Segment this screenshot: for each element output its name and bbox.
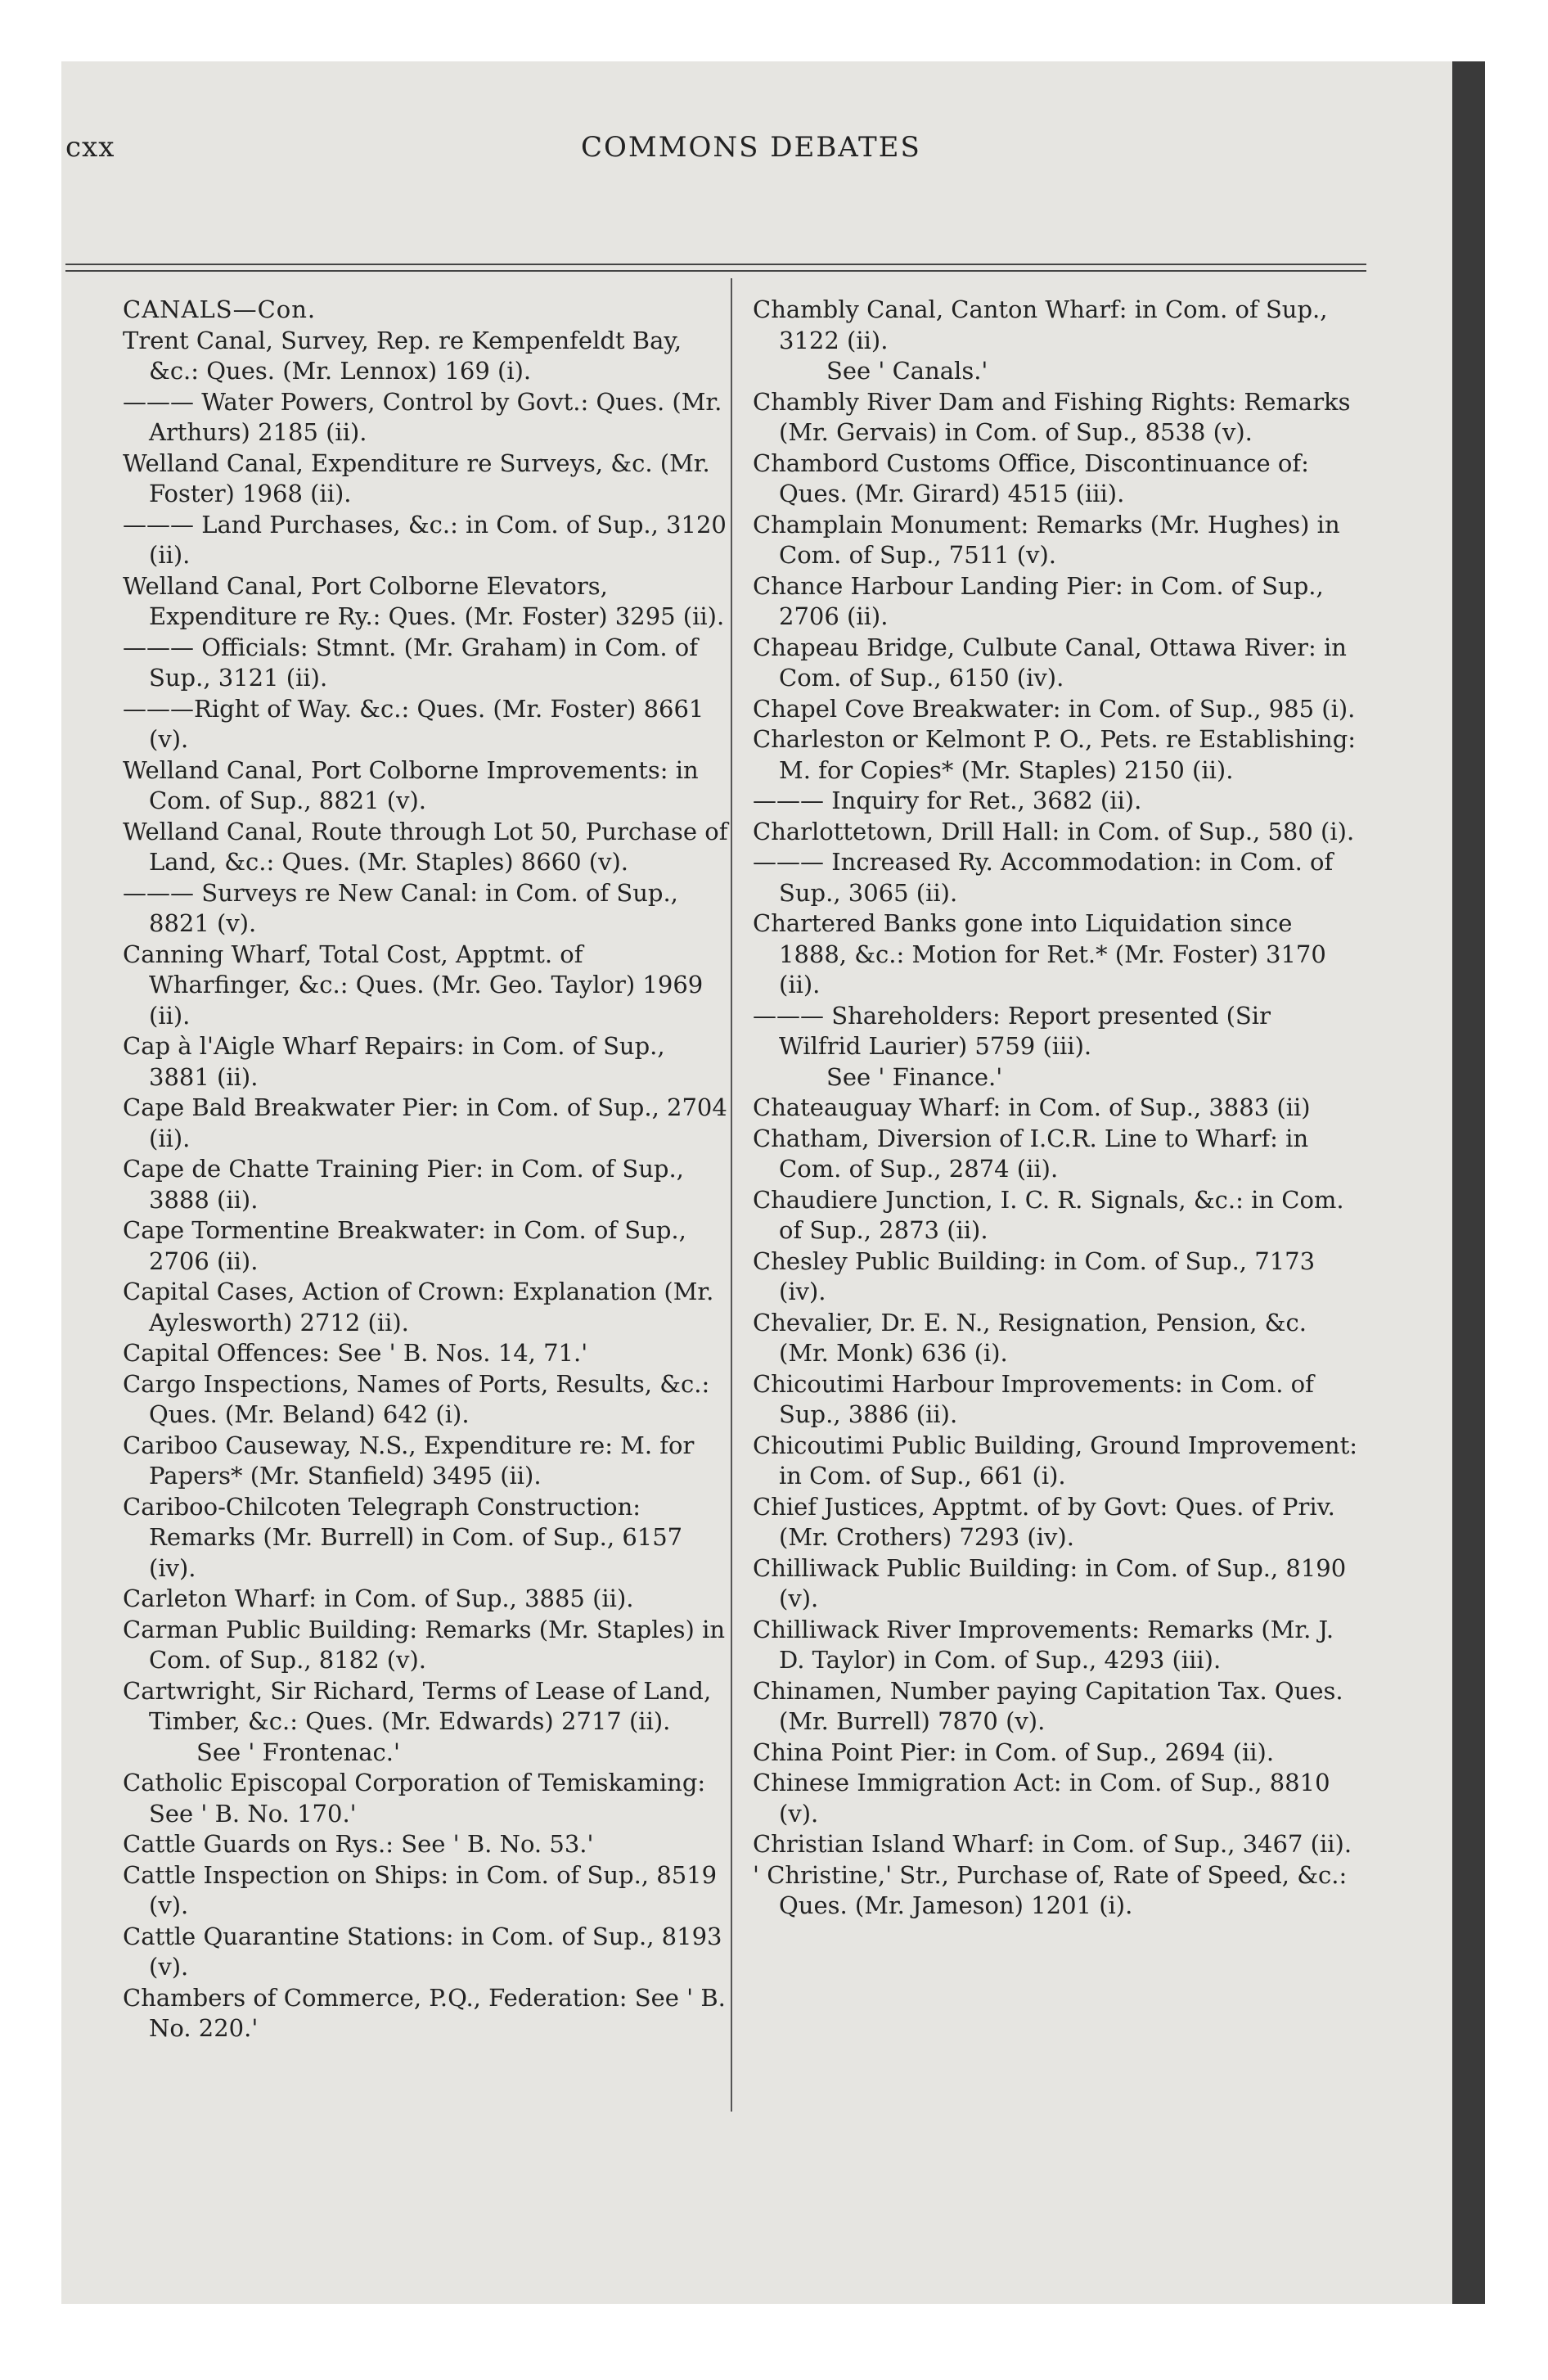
index-entry: Chesley Public Building: in Com. of Sup., 7173 (iv).	[753, 1246, 1316, 1305]
index-entry: Chapeau Bridge, Culbute Canal, Ottawa River: in Com. of Sup., 6150 (iv).	[753, 633, 1347, 692]
index-entry: Trent Canal, Survey, Rep. re Kempenfeldt Bay, &c.: Ques. (Mr. Lennox) 169 (i).	[123, 326, 682, 385]
index-entry: Chambly River Dam and Fishing Rights: Remarks (Mr. Gervais) in Com. of Sup., 8538 (v).	[753, 387, 1351, 446]
index-entry: Chilliwack River Improvements: Remarks (Mr. J. D. Taylor) in Com. of Sup., 4293 (iii).	[753, 1615, 1334, 1674]
index-entry: Catholic Episcopal Corporation of Temiskaming: See ' B. No. 170.'	[123, 1769, 706, 1828]
index-entry: Chance Harbour Landing Pier: in Com. of Sup., 2706 (ii).	[753, 571, 1324, 630]
index-entry: Chicoutimi Public Building, Ground Improvement: in Com. of Sup., 661 (i).	[753, 1431, 1358, 1490]
index-entry: Chatham, Diversion of I.C.R. Line to Wharf: in Com. of Sup., 2874 (ii).	[753, 1124, 1309, 1183]
index-entry: Welland Canal, Expenditure re Surveys, &c. (Mr. Foster) 1968 (ii).	[123, 449, 710, 507]
index-entry: Cartwright, Sir Richard, Terms of Lease of Land, Timber, &c.: Ques. (Mr. Edwards) 2717 (ii).	[123, 1676, 712, 1735]
left-column	[123, 295, 728, 2044]
index-entry: China Point Pier: in Com. of Sup., 2694 (ii).	[753, 1738, 1275, 1766]
index-entry: Cap à l'Aigle Wharf Repairs: in Com. of Sup., 3881 (ii).	[123, 1032, 665, 1091]
page-title: COMMONS DEBATES	[581, 131, 921, 164]
index-entry: Chambly Canal, Canton Wharf: in Com. of Sup., 3122 (ii).	[753, 295, 1328, 354]
index-entry: Chicoutimi Harbour Improvements: in Com. of Sup., 3886 (ii).	[753, 1369, 1314, 1428]
index-entry: Cariboo Causeway, N.S., Expenditure re: M. for Papers* (Mr. Stanfield) 3495 (ii).	[123, 1431, 695, 1490]
index-entry: Champlain Monument: Remarks (Mr. Hughes) in Com. of Sup., 7511 (v).	[753, 510, 1340, 569]
page-number: cxx	[65, 131, 115, 164]
index-entry: Chapel Cove Breakwater: in Com. of Sup., 985 (i).	[753, 694, 1356, 723]
binding-edge	[1452, 61, 1485, 2304]
index-entry: Christian Island Wharf: in Com. of Sup., 3467 (ii).	[753, 1830, 1352, 1858]
index-entry: Chinese Immigration Act: in Com. of Sup., 8810 (v).	[753, 1769, 1330, 1828]
right-column	[753, 295, 1358, 1922]
index-entry: Welland Canal, Port Colborne Elevators, Expenditure re Ry.: Ques. (Mr. Foster) 3295 (ii).	[123, 571, 725, 630]
index-entry: ———Right of Way. &c.: Ques. (Mr. Foster) 8661 (v).	[123, 694, 704, 753]
header-rule-double	[65, 270, 1366, 272]
index-entry: Chartered Banks gone into Liquidation since 1888, &c.: Motion for Ret.* (Mr. Foster) 3170 (ii).	[753, 909, 1326, 998]
page-header	[65, 131, 1366, 172]
index-entry: Cattle Inspection on Ships: in Com. of Sup., 8519 (v).	[123, 1860, 718, 1919]
index-entry: Charleston or Kelmont P. O., Pets. re Establishing: M. for Copies* (Mr. Staples) 2150 (ii).	[753, 725, 1357, 784]
index-entry: ——— Inquiry for Ret., 3682 (ii).	[753, 787, 1142, 814]
index-entry: See ' Frontenac.'	[196, 1738, 400, 1766]
index-entry: Chevalier, Dr. E. N., Resignation, Pension, &c. (Mr. Monk) 636 (i).	[753, 1308, 1307, 1367]
index-entry: ——— Increased Ry. Accommodation: in Com. of Sup., 3065 (ii).	[753, 848, 1334, 907]
index-entry: Capital Cases, Action of Crown: Explanation (Mr. Aylesworth) 2712 (ii).	[123, 1278, 714, 1336]
header-rule	[65, 264, 1366, 265]
index-entry: Chambord Customs Office, Discontinuance of: Ques. (Mr. Girard) 4515 (iii).	[753, 449, 1309, 507]
index-entry: Charlottetown, Drill Hall: in Com. of Sup., 580 (i).	[753, 817, 1355, 845]
index-entry: Cattle Guards on Rys.: See ' B. No. 53.'	[123, 1830, 594, 1858]
index-entry: ——— Surveys re New Canal: in Com. of Sup., 8821 (v).	[123, 878, 678, 937]
index-entry: ——— Water Powers, Control by Govt.: Ques. (Mr. Arthurs) 2185 (ii).	[123, 387, 722, 446]
index-entry: Chaudiere Junction, I. C. R. Signals, &c.: in Com. of Sup., 2873 (ii).	[753, 1185, 1344, 1244]
index-entry: Chateauguay Wharf: in Com. of Sup., 3883 (ii)	[753, 1093, 1311, 1121]
index-entry: Cape de Chatte Training Pier: in Com. of Sup., 3888 (ii).	[123, 1155, 684, 1214]
index-entry: See ' Canals.'	[826, 357, 988, 385]
column-divider	[731, 278, 732, 2112]
index-entry: See ' Finance.'	[826, 1062, 1003, 1091]
index-entry: Capital Offences: See ' B. Nos. 14, 71.'	[123, 1339, 588, 1367]
index-entry: ——— Officials: Stmnt. (Mr. Graham) in Com. of Sup., 3121 (ii).	[123, 633, 698, 692]
index-entry: Carman Public Building: Remarks (Mr. Staples) in Com. of Sup., 8182 (v).	[123, 1615, 726, 1674]
index-entry: Welland Canal, Port Colborne Improvements: in Com. of Sup., 8821 (v).	[123, 755, 699, 814]
index-entry: Chief Justices, Apptmt. of by Govt: Ques. of Priv. (Mr. Crothers) 7293 (iv).	[753, 1492, 1335, 1551]
index-entry: Chilliwack Public Building: in Com. of Sup., 8190 (v).	[753, 1553, 1347, 1612]
index-entry: Cattle Quarantine Stations: in Com. of Sup., 8193 (v).	[123, 1922, 722, 1981]
index-entry: Cariboo-Chilcoten Telegraph Construction: Remarks (Mr. Burrell) in Com. of Sup., 6157 (iv).	[123, 1492, 683, 1582]
index-entry: Cape Tormentine Breakwater: in Com. of Sup., 2706 (ii).	[123, 1216, 686, 1275]
section-heading: CANALS—Con.	[123, 295, 317, 323]
index-entry: Cape Bald Breakwater Pier: in Com. of Sup., 2704 (ii).	[123, 1093, 727, 1152]
index-entry: Carleton Wharf: in Com. of Sup., 3885 (ii).	[123, 1584, 634, 1612]
index-entry: Cargo Inspections, Names of Ports, Results, &c.: Ques. (Mr. Beland) 642 (i).	[123, 1369, 710, 1428]
index-entry: ——— Shareholders: Report presented (Sir Wilfrid Laurier) 5759 (iii).	[753, 1001, 1271, 1060]
index-entry: ——— Land Purchases, &c.: in Com. of Sup., 3120 (ii).	[123, 510, 727, 569]
index-entry: Welland Canal, Route through Lot 50, Purchase of Land, &c.: Ques. (Mr. Staples) 8660 (v).	[123, 817, 728, 876]
index-entry: Chinamen, Number paying Capitation Tax. Ques. (Mr. Burrell) 7870 (v).	[753, 1676, 1343, 1735]
index-entry: Canning Wharf, Total Cost, Apptmt. of Wharfinger, &c.: Ques. (Mr. Geo. Taylor) 1969 (ii).	[123, 940, 704, 1030]
index-entry: ' Christine,' Str., Purchase of, Rate of Speed, &c.: Ques. (Mr. Jameson) 1201 (i).	[753, 1860, 1348, 1919]
index-entry: Chambers of Commerce, P.Q., Federation: See ' B. No. 220.'	[123, 1983, 726, 2042]
